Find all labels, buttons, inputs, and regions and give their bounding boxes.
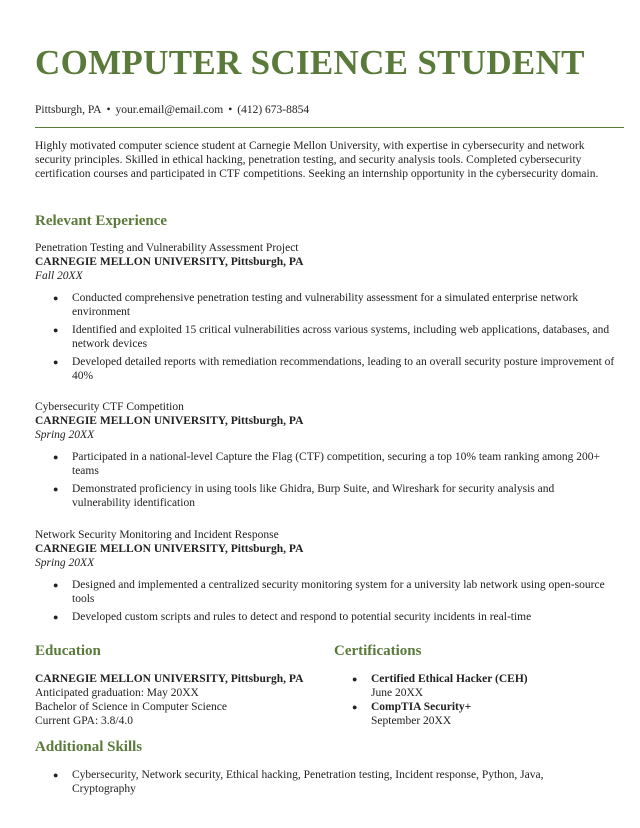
experience-organization: CARNEGIE MELLON UNIVERSITY, Pittsburgh, PA [35, 256, 304, 268]
experience-bullet: ● Developed detailed reports with remediation recommendations, leading to an overall security posture improvement of 40% [35, 355, 615, 383]
contact-phone: (412) 673-8854 [237, 104, 310, 116]
certifications-list [334, 672, 614, 728]
certification-name: ● Certified Ethical Hacker (CEH) [371, 673, 528, 685]
experience-entry [35, 528, 615, 624]
certification-item [334, 672, 614, 700]
contact-separator: • [228, 104, 233, 116]
contact-line [35, 104, 309, 116]
contact-location: Pittsburgh, PA [35, 104, 102, 116]
candidate-name: COMPUTER SCIENCE STUDENT [35, 43, 585, 82]
contact-separator: • [106, 104, 111, 116]
experience-entry [35, 241, 615, 383]
education-entry [35, 672, 315, 728]
experience-bullet: ● Identified and exploited 15 critical vulnerabilities across various systems, including web applications, databases, and network devices [35, 323, 615, 351]
experience-bullet: ● Designed and implemented a centralized security monitoring system for a university lab network using open-source tools [35, 578, 615, 606]
education-graduation: Anticipated graduation: May 20XX [35, 687, 199, 699]
experience-date: Spring 20XX [35, 557, 95, 569]
experience-heading: Relevant Experience [35, 213, 168, 229]
skills-heading: Additional Skills [35, 739, 143, 755]
experience-organization: CARNEGIE MELLON UNIVERSITY, Pittsburgh, PA [35, 543, 304, 555]
experience-bullets [35, 578, 615, 624]
experience-date: Spring 20XX [35, 429, 95, 441]
certification-name: ● CompTIA Security+ [371, 701, 472, 713]
education-organization: CARNEGIE MELLON UNIVERSITY, Pittsburgh, PA [35, 673, 304, 685]
experience-date: Fall 20XX [35, 270, 83, 282]
experience-entry [35, 400, 615, 510]
experience-role: Network Security Monitoring and Incident Response [35, 529, 279, 541]
experience-role: Penetration Testing and Vulnerability Assessment Project [35, 242, 299, 254]
professional-summary: Highly motivated computer science student at Carnegie Mellon University, with expertise in cybersecurity and network security principles. Skilled in ethical hacking, penetration testing, and security analysis tools. Completed cybersecurity certification courses and participated in CTF competitions. Seeking an internship opportunity in the cybersecurity domain. [35, 140, 599, 180]
experience-bullets [35, 450, 615, 510]
skills-bullet: ● Cybersecurity, Network security, Ethical hacking, Penetration testing, Incident response, Python, Java, Cryptography [35, 768, 595, 796]
certification-date: September 20XX [371, 715, 452, 727]
skills-section [35, 764, 595, 796]
skills-bullets [35, 768, 595, 796]
experience-bullet: ● Developed custom scripts and rules to detect and respond to potential security incidents in real-time [35, 610, 615, 624]
experience-organization: CARNEGIE MELLON UNIVERSITY, Pittsburgh, PA [35, 415, 304, 427]
certifications-heading: Certifications [334, 643, 422, 659]
experience-bullet: ● Participated in a national-level Capture the Flag (CTF) competition, securing a top 10% team ranking among 200+ teams [35, 450, 615, 478]
experience-role: Cybersecurity CTF Competition [35, 401, 184, 413]
education-heading: Education [35, 643, 101, 659]
header-divider [35, 127, 624, 128]
experience-bullet: ● Conducted comprehensive penetration testing and vulnerability assessment for a simulated enterprise network environment [35, 291, 615, 319]
contact-email: your.email@email.com [115, 104, 224, 116]
certification-item [334, 700, 614, 728]
education-gpa: Current GPA: 3.8/4.0 [35, 715, 133, 727]
experience-bullet: ● Demonstrated proficiency in using tools like Ghidra, Burp Suite, and Wireshark for security analysis and vulnerability identification [35, 482, 615, 510]
education-degree: Bachelor of Science in Computer Science [35, 701, 227, 713]
certification-date: June 20XX [371, 687, 424, 699]
experience-bullets [35, 291, 615, 383]
